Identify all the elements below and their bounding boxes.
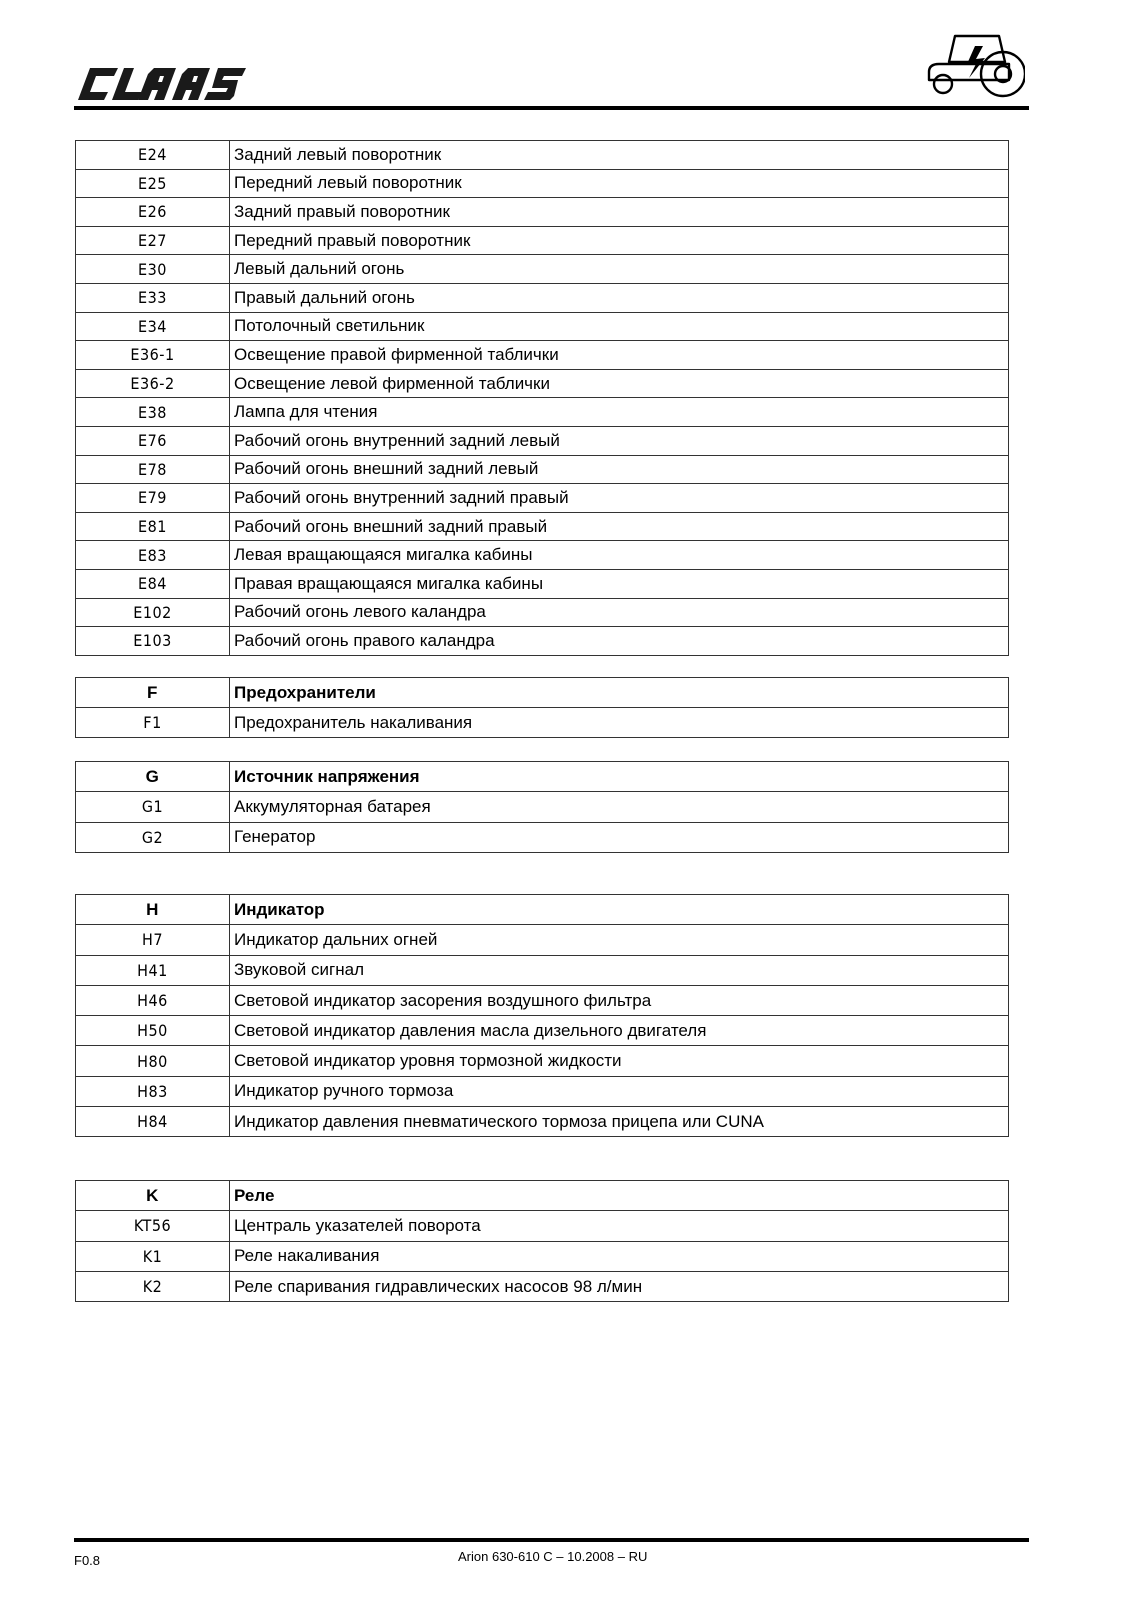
- component-code: E81: [76, 512, 230, 541]
- table-row: [76, 925, 1009, 955]
- component-code: E103: [76, 627, 230, 656]
- section-letter: F: [76, 678, 230, 708]
- component-code: E34: [76, 312, 230, 341]
- table-row: [76, 1107, 1009, 1137]
- table-row: [76, 1046, 1009, 1076]
- component-description: Световой индикатор давления масла дизельного двигателя: [230, 1016, 1009, 1046]
- component-description: Световой индикатор уровня тормозной жидкости: [230, 1046, 1009, 1076]
- component-description: Индикатор давления пневматического тормоза прицепа или CUNA: [230, 1107, 1009, 1137]
- section-f-table: [75, 677, 1009, 738]
- section-h-table: [75, 894, 1009, 1137]
- component-code: E26: [76, 198, 230, 227]
- section-title: Источник напряжения: [230, 762, 1009, 792]
- component-description: Передний правый поворотник: [230, 226, 1009, 255]
- table-row: [76, 1211, 1009, 1241]
- table-row: [76, 283, 1009, 312]
- table-row: [76, 627, 1009, 656]
- component-description: Левый дальний огонь: [230, 255, 1009, 284]
- footer-rule: [74, 1538, 1029, 1542]
- section-k-table: [75, 1180, 1009, 1302]
- component-code: F1: [76, 708, 230, 738]
- component-description: Рабочий огонь левого каландра: [230, 598, 1009, 627]
- document-reference: Arion 630-610 C – 10.2008 – RU: [458, 1549, 648, 1564]
- table-row: [76, 1241, 1009, 1271]
- component-code: H50: [76, 1016, 230, 1046]
- component-description: Рабочий огонь внутренний задний правый: [230, 484, 1009, 513]
- table-row: [76, 226, 1009, 255]
- table-row: [76, 312, 1009, 341]
- table-row: [76, 541, 1009, 570]
- page-number: F0.8: [74, 1553, 101, 1568]
- table-row: [76, 255, 1009, 284]
- table-row: [76, 369, 1009, 398]
- table-row: [76, 341, 1009, 370]
- table-row: [76, 955, 1009, 985]
- table-row: [76, 598, 1009, 627]
- component-description: Реле накаливания: [230, 1241, 1009, 1271]
- component-code: E30: [76, 255, 230, 284]
- section-e-table: [75, 140, 1009, 656]
- table-row: [76, 426, 1009, 455]
- table-row: [76, 141, 1009, 170]
- table-row: [76, 512, 1009, 541]
- component-code: E36-1: [76, 341, 230, 370]
- tractor-electric-icon: [925, 28, 1025, 100]
- component-code: E102: [76, 598, 230, 627]
- component-description: Генератор: [230, 822, 1009, 852]
- component-code: H83: [76, 1076, 230, 1106]
- section-title: Реле: [230, 1181, 1009, 1211]
- section-letter: H: [76, 895, 230, 925]
- component-code: KT56: [76, 1211, 230, 1241]
- component-description: Задний левый поворотник: [230, 141, 1009, 170]
- component-code: E33: [76, 283, 230, 312]
- table-row: [76, 1271, 1009, 1301]
- component-description: Левая вращающаяся мигалка кабины: [230, 541, 1009, 570]
- component-code: E83: [76, 541, 230, 570]
- component-code: E76: [76, 426, 230, 455]
- component-description: Задний правый поворотник: [230, 198, 1009, 227]
- component-code: E79: [76, 484, 230, 513]
- section-header-row: [76, 1181, 1009, 1211]
- table-row: [76, 169, 1009, 198]
- component-code: K1: [76, 1241, 230, 1271]
- component-code: G2: [76, 822, 230, 852]
- section-header-row: [76, 762, 1009, 792]
- table-row: [76, 484, 1009, 513]
- component-code: G1: [76, 792, 230, 822]
- section-title: Индикатор: [230, 895, 1009, 925]
- component-description: Освещение правой фирменной таблички: [230, 341, 1009, 370]
- component-code: H84: [76, 1107, 230, 1137]
- table-row: [76, 792, 1009, 822]
- section-letter: K: [76, 1181, 230, 1211]
- component-code: E84: [76, 569, 230, 598]
- component-code: E38: [76, 398, 230, 427]
- component-code: E36-2: [76, 369, 230, 398]
- table-row: [76, 1076, 1009, 1106]
- component-description: Лампа для чтения: [230, 398, 1009, 427]
- table-row: [76, 569, 1009, 598]
- component-description: Индикатор ручного тормоза: [230, 1076, 1009, 1106]
- component-description: Индикатор дальних огней: [230, 925, 1009, 955]
- component-code: H41: [76, 955, 230, 985]
- section-header-row: [76, 678, 1009, 708]
- component-description: Звуковой сигнал: [230, 955, 1009, 985]
- section-letter: G: [76, 762, 230, 792]
- header-rule: [74, 106, 1029, 110]
- section-e-rows: [76, 141, 1009, 656]
- component-description: Передний левый поворотник: [230, 169, 1009, 198]
- section-title: Предохранители: [230, 678, 1009, 708]
- component-description: Централь указателей поворота: [230, 1211, 1009, 1241]
- component-description: Реле спаривания гидравлических насосов 98 л/мин: [230, 1271, 1009, 1301]
- table-row: [76, 455, 1009, 484]
- component-code: H80: [76, 1046, 230, 1076]
- component-code: E24: [76, 141, 230, 170]
- table-row: [76, 398, 1009, 427]
- component-code: E25: [76, 169, 230, 198]
- component-code: E78: [76, 455, 230, 484]
- table-row: [76, 708, 1009, 738]
- component-description: Правая вращающаяся мигалка кабины: [230, 569, 1009, 598]
- component-description: Рабочий огонь внешний задний правый: [230, 512, 1009, 541]
- component-description: Аккумуляторная батарея: [230, 792, 1009, 822]
- section-g-table: [75, 761, 1009, 853]
- component-description: Потолочный светильник: [230, 312, 1009, 341]
- table-row: [76, 198, 1009, 227]
- component-code: K2: [76, 1271, 230, 1301]
- component-code: H46: [76, 985, 230, 1015]
- table-row: [76, 1016, 1009, 1046]
- table-row: [76, 985, 1009, 1015]
- component-description: Рабочий огонь внешний задний левый: [230, 455, 1009, 484]
- component-code: E27: [76, 226, 230, 255]
- component-description: Освещение левой фирменной таблички: [230, 369, 1009, 398]
- component-code: H7: [76, 925, 230, 955]
- component-description: Предохранитель накаливания: [230, 708, 1009, 738]
- component-description: Световой индикатор засорения воздушного фильтра: [230, 985, 1009, 1015]
- claas-logo: [76, 64, 248, 104]
- section-header-row: [76, 895, 1009, 925]
- table-row: [76, 822, 1009, 852]
- component-description: Рабочий огонь внутренний задний левый: [230, 426, 1009, 455]
- component-description: Рабочий огонь правого каландра: [230, 627, 1009, 656]
- component-description: Правый дальний огонь: [230, 283, 1009, 312]
